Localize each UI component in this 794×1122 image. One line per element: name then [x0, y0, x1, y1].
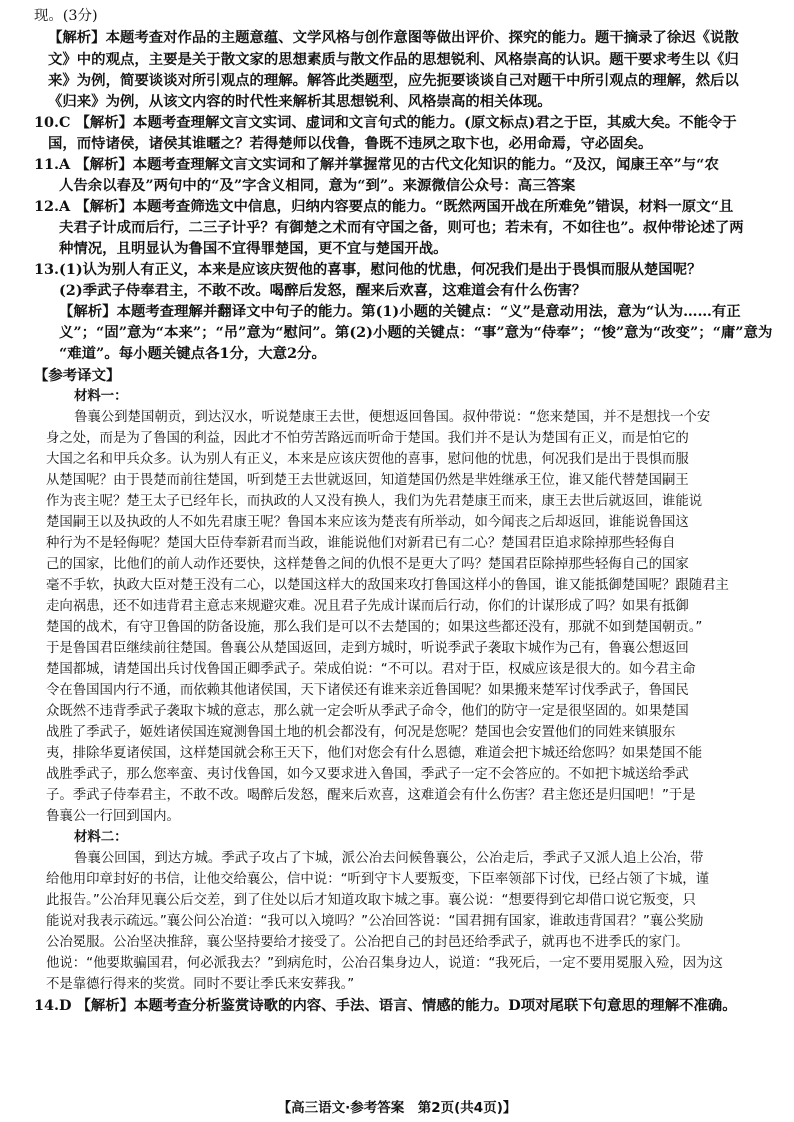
text-line: 14.D 【解析】本题考查分析鉴赏诗歌的内容、手法、语言、情感的能力。D项对尾联下句意思的理解不准确。 [34, 997, 737, 1014]
question-13 [34, 259, 773, 364]
material-one-body [34, 407, 760, 827]
text-line: 国，而恃诸侯，诸侯其谁暱之？若得楚师以伐鲁，鲁既不违夙之取卞也，必用命焉，守必固矣。 [48, 135, 653, 152]
material-two-body [34, 848, 760, 995]
text-line: 【解析】本题考查理解并翻译文中句子的能力。第(1)小题的关键点：“义”是意动用法，意为“认为……有正 [59, 303, 741, 320]
text-line: 12.A 【解析】本题考查筛选文中信息，归纳内容要点的能力。“既然两国开战在所难免”错误，材料一原文“且 [34, 198, 734, 215]
text-line: 鲁襄公到楚国朝贡，到达汉水，听说楚康王去世，便想返回鲁国。叔仲带说：“您来楚国，并不是想找一个安 [74, 410, 711, 425]
text-line: 10.C 【解析】本题考查理解文言文实词、虚词和文言句式的能力。(原文标点)君之于臣，其威大矣。不能令于 [34, 114, 737, 131]
text-line: “难道”。每小题关键点各1分，大意2分。 [59, 345, 326, 362]
text-line: 文》中的观点，主要是关于散文家的思想素质与散文作品的思想锐利、风格崇高的认识。题干要求考生以《归 [48, 51, 739, 68]
analysis-paragraph [34, 27, 760, 49]
text-line: 众既然不违背季武子袭取卞城的意志，那么就一定会听从季武子命令，他们的防守一定是很坚固的。如果楚国 [46, 704, 689, 719]
text-line: 战胜了季武子，姬姓诸侯国连窥测鲁国土地的机会都没有，何况是您呢？楚国也会安置他们的同姓来镇服东 [46, 725, 676, 740]
analysis-tag: 【解析】 [48, 29, 106, 46]
text-line: 作为丧主呢？楚王太子已经年长，而执政的人又没有换人，我们为先君楚康王而来，康王去世后就返回，谁能说 [46, 494, 703, 509]
text-line: 公冶冕服。公冶坚决推辞，襄公坚持要给才接受了。公冶把自己的封邑还给季武子，就再也不进季氏的家门。 [46, 935, 689, 950]
reference-translation [34, 365, 760, 995]
text-line: 义”；“固”意为“本来”；“吊”意为“慰问”。第(2)小题的关键点：“事”意为“侍奉”；“悛”意为“改变”；“庸”意为 [59, 324, 773, 341]
top-section [34, 6, 760, 112]
text-line: 能说对我表示疏远。”襄公问公冶道：“我可以入境吗？”公冶回答说：“国君拥有国家，谁敢违背国君？”襄公奖励 [46, 914, 704, 929]
page-footer: 【高三语文·参考答案 第2页(共4页)】 [277, 1100, 517, 1116]
text-line: 毫不手软，执政大臣对楚王没有二心，以楚国这样大的敌国来攻打鲁国这样小的鲁国，谁又能抵御楚国呢？跟随君主 [46, 578, 729, 593]
text-line: 本题考查对作品的主题意蕴、文学风格与创作意图等做出评价、探究的能力。题干摘录了徐迟《说散 [105, 29, 739, 46]
text-line: 给他用印章封好的书信，让他交给襄公，信中说：“听到守卞人要叛变，下臣率领部下讨伐，已经占领了卞城，谨 [46, 872, 710, 887]
text-line: 此报告。”公冶拜见襄公后交差，到了住处以后才知道攻取卞城之事。襄公说：“想要得到它却借口说它叛变，只 [46, 893, 696, 908]
text-line: 他说：“他要欺骗国君，何必派我去？”到病危时，公冶召集身边人，说道：“我死后，一定不要用冕服入殓，因为这 [46, 956, 723, 971]
text-line: 子。季武子侍奉君主，不敢不改。喝醉后发怒，醒来后欢喜，这难道会有什么伤害？君主您还是归国吧！”于是 [46, 788, 696, 803]
question-11 [34, 154, 760, 196]
text-line: 鲁襄公一行回到国内。 [46, 809, 180, 824]
text-line: 夷，排除华夏诸侯国，这样楚国就会称王天下，他们对您会有什么恩德，难道会把卞城还给您吗？如果楚国不能 [46, 746, 703, 761]
text-line: 从楚国呢？由于畏楚而前往楚国，听到楚王去世就返回，知道楚国仍然是芈姓继承王位，谁又能代替楚国嗣王 [46, 473, 689, 488]
text-line: (2)季武子侍奉君主，不敢不改。喝醉后发怒，醒来后欢喜，这难道会有什么伤害？ [59, 282, 587, 299]
text-line: 走向祸患，还不如违背君主意志来规避灾难。况且君子先成计谋而后行动，你们的计谋形成了吗？如果有抵御 [46, 599, 689, 614]
text-line: 来》为例，简要谈谈对所引观点的理解。解答此类题型，应先扼要谈谈自己对题干中所引观点的理解，然后以 [48, 72, 739, 89]
question-10 [34, 112, 760, 154]
text-line: 楚国嗣王以及执政的人不如先君康王呢？鲁国本来应该为楚丧有所举动，如今闻丧之后却返回，谁能说鲁国这 [46, 515, 689, 530]
section-heading: 【参考译文】 [34, 367, 121, 384]
text-line: 人告余以春及”两句中的“及”字含义相同，意为“到”。来源微信公众号：高三答案 [59, 177, 576, 194]
text-line: 不是靠德行得来的奖赏。同时不要让季氏来安葬我。” [46, 977, 355, 992]
text-line: 楚国都城，请楚国出兵讨伐鲁国正卿季武子。荣成伯说：“不可以。君对于臣，权威应该是很大的。如今君主命 [46, 662, 696, 677]
text-line: 战胜季武子，那么您率蛮、夷讨伐鲁国，如今又要求进入鲁国，季武子一定不会答应的。不如把卞城送给季武 [46, 767, 689, 782]
material-title: 材料一： [74, 389, 128, 404]
text-line: 大国之名和甲兵众多。认为别人有正义，本来是应该庆贺他的喜事，慰问他的忧患，何况我们是出于畏惧而服 [46, 452, 689, 467]
text-line: 现。(3分) [34, 8, 98, 24]
text-line: 令在鲁国国内行不通，而依赖其他诸侯国，天下诸侯还有谁来亲近鲁国呢？如果搬来楚军讨伐季武子，鲁国民 [46, 683, 689, 698]
text-line: 鲁襄公回国，到达方城。季武子攻占了卞城，派公冶去问候鲁襄公，公冶走后，季武子又派人追上公冶，带 [74, 851, 704, 866]
text-line: 种情况，且明显认为鲁国不宜得罪楚国，更不宜与楚国开战。 [59, 240, 448, 257]
answer-page [34, 6, 773, 1016]
text-line: 13.(1)认为别人有正义，本来是应该庆贺他的喜事，慰问他的忧患，何况我们是出于畏惧而服从楚国呢？ [34, 261, 702, 278]
text-line: 11.A 【解析】本题考查理解文言文实词和了解并掌握常见的古代文化知识的能力。“及汉，闻康王卒”与“农 [34, 156, 719, 173]
text-line: 夫君子计成而后行，二三子计乎？有御楚之术而有守国之备，则可也；若未有，不如往也”。叔仲带论述了两 [59, 219, 744, 236]
text-line: 种行为不是轻侮呢？楚国大臣侍奉新君而当政，谁能说他们对新君已有二心？楚国君臣追求除掉那些轻侮自 [46, 536, 676, 551]
material-title: 材料二： [74, 830, 128, 845]
text-line: 《归来》为例，从该文内容的时代性来解析其思想锐利、风格崇高的相关体现。 [48, 93, 552, 110]
text-line: 己的国家，比他们的前人动作还要快，这样楚鲁之间的仇恨不是更大了吗？楚国君臣除掉那些轻侮自己的国家 [46, 557, 689, 572]
text-line: 于是鲁国君臣继续前往楚国。鲁襄公从楚国返回，走到方城时，听说季武子袭取卞城作为己有，鲁襄公想返回 [46, 641, 689, 656]
text-line: 楚国的战术，有守卫鲁国的防备设施，那么我们是可以不去楚国的；如果这些都还没有，那就不如到楚国朝贡。” [46, 620, 703, 635]
question-12 [34, 196, 760, 259]
text-line: 身之处，而是为了鲁国的利益，因此才不怕劳苦路远而听命于楚国。我们并不是认为楚国有正义，而是怕它的 [46, 431, 689, 446]
question-14 [34, 995, 760, 1016]
